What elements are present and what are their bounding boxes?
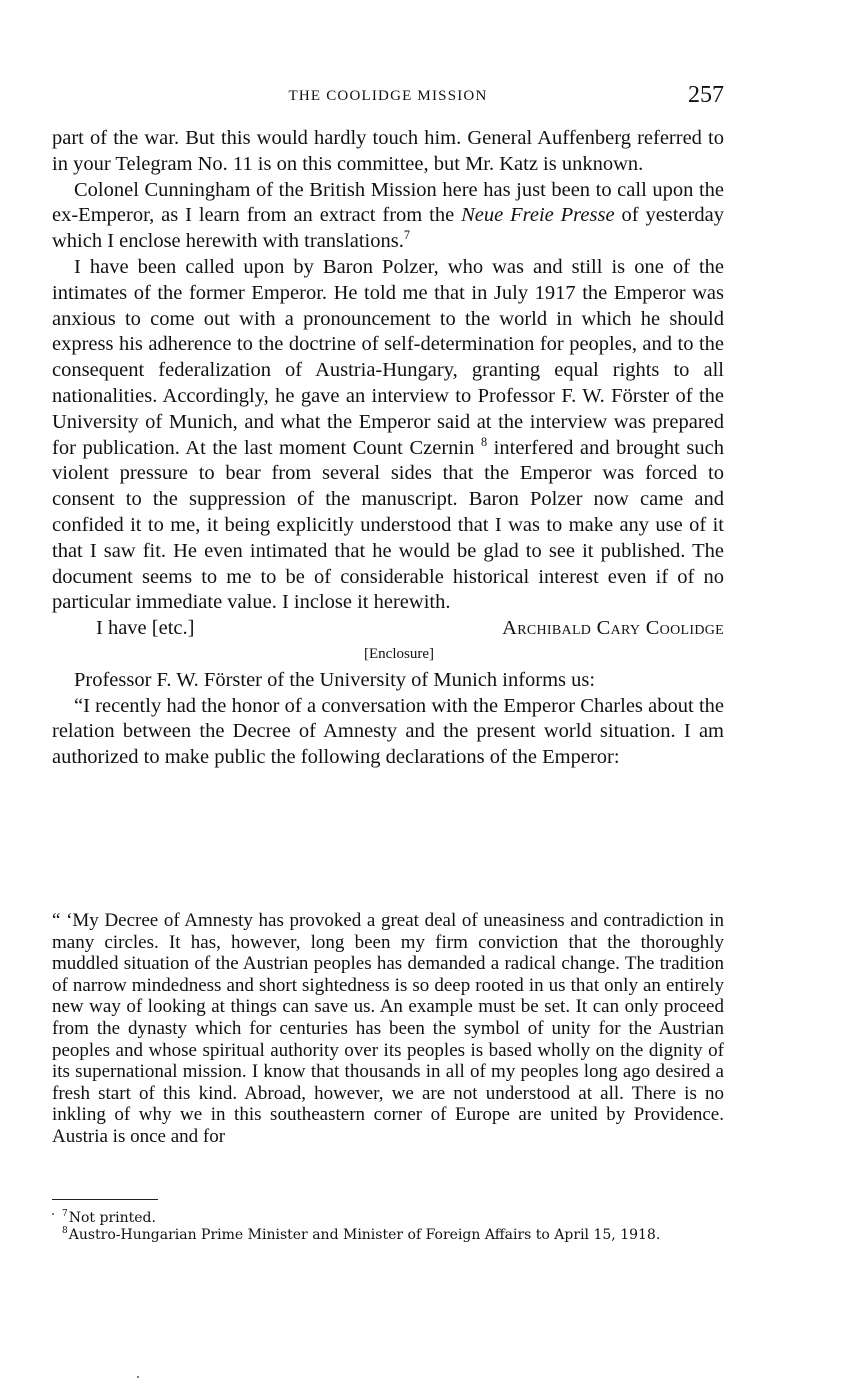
footnote-divider bbox=[52, 1199, 158, 1200]
running-head bbox=[52, 82, 724, 112]
paragraph-cunningham bbox=[52, 178, 724, 255]
footnote-7 bbox=[52, 1210, 724, 1227]
footnote-ref-8: 8 bbox=[480, 434, 488, 449]
paragraph-polzer bbox=[52, 255, 724, 616]
scan-speck bbox=[137, 1376, 139, 1378]
page-number: 257 bbox=[688, 82, 724, 108]
footnote-text-8: Austro-Hungarian Prime Minister and Minister of Foreign Affairs to April 15, 1918. bbox=[68, 1227, 661, 1243]
footnote-ref-7: 7 bbox=[403, 228, 410, 243]
footnote-mark-8: 8 bbox=[62, 1226, 68, 1237]
footnote-mark-7: 7 bbox=[62, 1209, 68, 1220]
enclosure-intro: Professor F. W. Förster of the University of Munich informs us: bbox=[74, 668, 596, 691]
footnote-text-7: Not printed. bbox=[68, 1210, 156, 1226]
polzer-text: I have been called upon by Baron Polzer, who was and still is one of the intimates of the former Emperor. He told me that in July 1917 the Emperor was anxious to come out with a pronouncement to the world in which he should express his adherence to the doctrine of self-determination for peoples, and to the consequent federalization of Austria-Hungary, granting equal rights to all nationalities. Accordingly, he gave an interview to Professor F. W. Förster of the University of Munich, and what the Emperor said at the interview was prepared for publication. At the last moment Count Czernin bbox=[52, 255, 724, 459]
footnotes bbox=[52, 1210, 724, 1244]
scan-speck bbox=[52, 1213, 54, 1215]
closing-line bbox=[52, 616, 724, 642]
enclosure-label: [Enclosure] bbox=[364, 645, 434, 662]
emperor-quote bbox=[52, 910, 724, 1148]
signature: Archibald Cary Coolidge bbox=[502, 617, 724, 640]
quote-paragraph: “ ‘My Decree of Amnesty has provoked a great deal of uneasiness and contradiction in many circles. It has, however, long been my firm conviction that the thoroughly muddled situation of the Austrian peoples has demanded a radical change. The tradition of narrow mindedness and short sightedness is so deep rooted in us that only an entirely new way of looking at things can save us. An example must be set. It can only proceed from the dynasty which for centuries has been the symbol of unity for the Austrian peoples and whose spiritual authority over its peoples is based wholly on the dignity of its supernational mission. I know that thousands in all of my peoples long ago desired a fresh start of this kind. Abroad, however, we are not understood at all. There is no inkling of why we in this southeastern corner of Europe are united by Providence. Austria is once and for bbox=[52, 910, 724, 1147]
salutation: I have [etc.] bbox=[96, 617, 195, 640]
letter-body bbox=[52, 126, 724, 771]
polzer-text-cont: interfered and brought such violent pressure to bear from several sides that the Emperor was forced to consent to the suppression of the manuscript. Baron Polzer now came and confided it to me, it being explicitly understood that I was to make any use of it that I saw fit. He even intimated that he would be glad to see it published. The document seems to me to be of considerable historical interest even if of no particular immediate value. I inclose it herewith. bbox=[52, 436, 725, 614]
running-title: THE COOLIDGE MISSION bbox=[288, 88, 488, 104]
paragraph-continuation: part of the war. But this would hardly touch him. General Auffenberg referred to in your Telegram No. 11 is on this committee, but Mr. Katz is unknown. bbox=[52, 127, 724, 175]
newspaper-title: Neue Freie Presse bbox=[461, 204, 615, 227]
cunningham-text-end: of yesterday which I enclose herewith with translations. bbox=[52, 204, 724, 253]
footnote-8 bbox=[52, 1227, 724, 1244]
cunningham-text-start: Colonel Cunningham of the British Mission here has just been to call upon the ex-Emperor, as I learn from an extract from the bbox=[52, 178, 724, 227]
enclosure-paragraph: “I recently had the honor of a conversation with the Emperor Charles about the relation between the Decree of Amnesty and the present world situation. I am authorized to make public the following declarations of the Emperor: bbox=[52, 694, 724, 769]
